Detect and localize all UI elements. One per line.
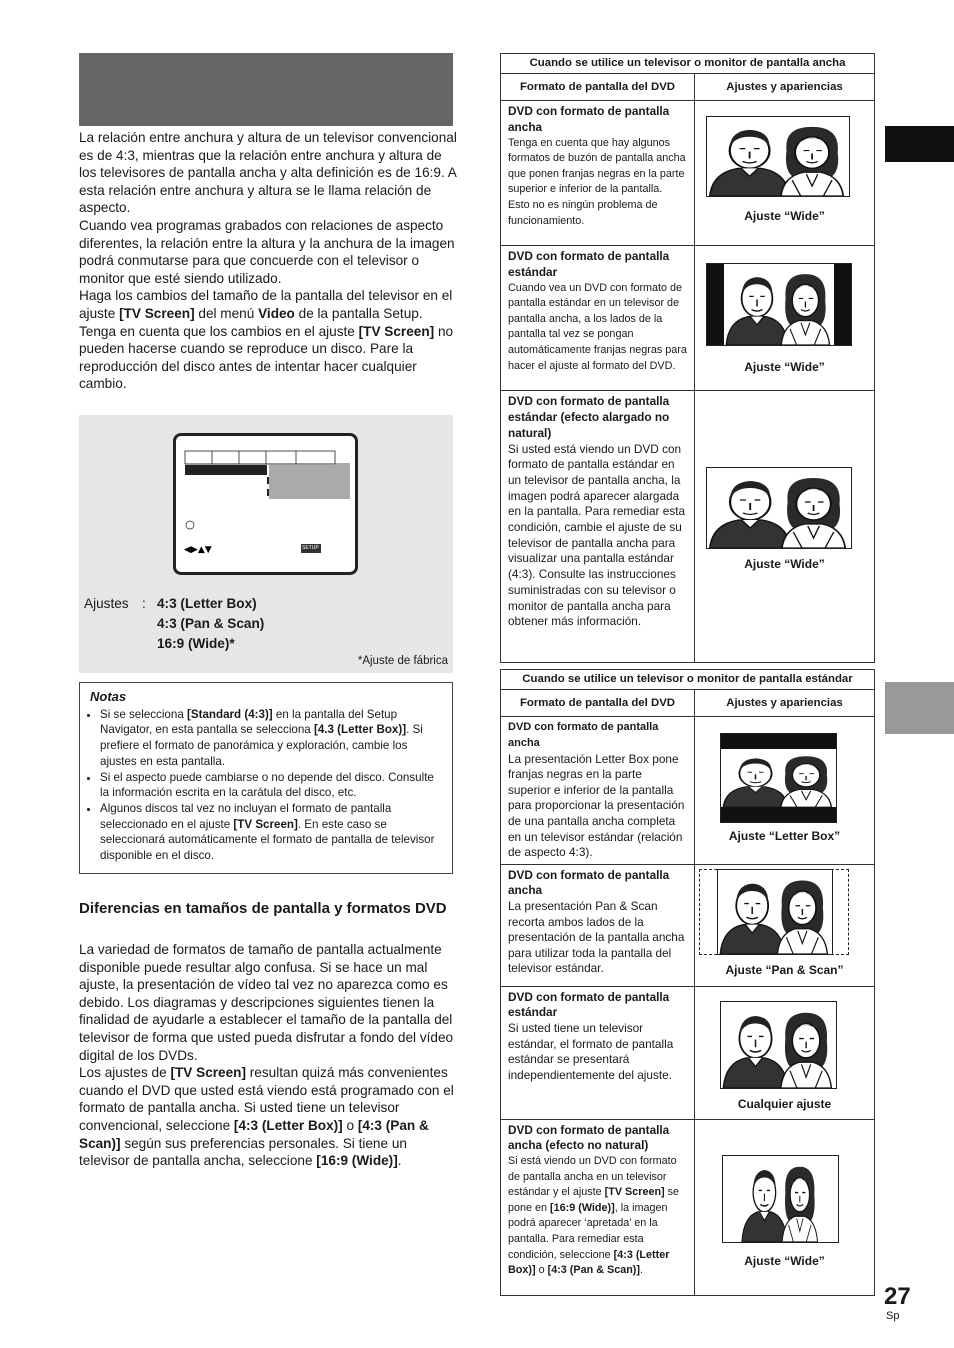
std-row-2-caption: Ajuste “Pan & Scan” xyxy=(725,962,844,977)
wide-row-3-visual xyxy=(695,391,875,663)
notes-title: Notas xyxy=(90,689,127,704)
wide-tv-picture-1 xyxy=(706,116,850,197)
page-language: Sp xyxy=(886,1310,900,1322)
wide-row-1-visual xyxy=(695,101,875,246)
wide-row-2-desc: DVD con formato de pantalla estándar Cuando vea un DVD con formato de pantalla estándar en un televisor de pantalla ancha, a los lados de la pantalla tal vez se pongan automáticamente franjas negras para hacer el ajuste al formato del DVD. xyxy=(501,246,695,391)
standard-tv-table xyxy=(500,669,875,1296)
section-text xyxy=(79,941,457,1170)
wide-row-1-desc: DVD con formato de pantalla ancha Tenga en cuenta que hay algunos formatos de buzón de pantalla ancha que ponen franjas negras en la parte superior e inferior de la pantalla. Esto no es ningún problema de funcionamiento. xyxy=(501,101,695,246)
factory-setting-note: *Ajuste de fábrica xyxy=(357,655,448,667)
squeezed-picture xyxy=(722,1155,839,1243)
wide-col-settings: Ajustes y apariencias xyxy=(695,73,875,101)
std-row-4-visual xyxy=(695,1119,875,1295)
settings-colon: : xyxy=(142,596,146,611)
std-row-1-visual xyxy=(695,717,875,864)
letterbox-picture xyxy=(720,733,837,823)
section-paragraph-2: Los ajustes de [TV Screen] resultan quizá más convenientes cuando el DVD que usted está viendo está programado con el formato de pantalla ancha. Si usted tiene un televisor convencional, seleccione [4:3 (Letter Box)] o [4:3 (Pan & Scan)] según sus preferencias personales. Si tiene un televisor de pantalla ancha, seleccione [16:9 (Wide)]. xyxy=(79,1065,454,1169)
note-item: • Algunos discos tal vez no incluyan el formato de pantalla seleccionado en el ajuste [TV Screen]. En este caso se seleccionará automáticamente el formato de pantalla de televisor disponible en el disco. xyxy=(100,801,442,864)
std-row-3-visual xyxy=(695,986,875,1119)
wide-row-3-desc: DVD con formato de pantalla estándar (efecto alargado no natural) Si usted está viendo un DVD con formato de pantalla estándar en un televisor de pantalla ancha, la imagen podrá aparecer alargada en la pantalla. Para remediar esta condición, cambie el ajuste de su televisor de pantalla ancha para visualizar una pantalla estándar (4:3). Consulte las instrucciones suministradas con su televisor o monitor de pantalla ancha para obtener más información. xyxy=(501,391,695,663)
std-row-2-visual xyxy=(695,864,875,986)
section-paragraph-1: La variedad de formatos de tamaño de pantalla actualmente disponible puede resultar algo confusa. Si se hace un mal ajuste, la presentación de vídeo tal vez no aparezca como es debido. Los diagramas y descripciones siguientes tienen la finalidad de ayudarle a establecer el tamaño de la pantalla del televisor de forma que usted pueda disfrutar a fondo del vídeo digital de los DVDs. xyxy=(79,942,454,1063)
std-row-1-desc: DVD con formato de pantalla ancha La presentación Letter Box pone franjas negras en la parte superior e inferior de la pantalla para proporcionar la presentación de una pantalla ancha completa en un televisor estándar (relación de aspecto 4:3). xyxy=(501,717,695,864)
setup-badge: SETUP xyxy=(302,545,319,551)
std-row-4-caption: Ajuste “Wide” xyxy=(744,1253,825,1268)
std-row-1-caption: Ajuste “Letter Box” xyxy=(728,829,841,844)
std-col-format: Formato de pantalla del DVD xyxy=(501,689,695,717)
std-row-4-desc: DVD con formato de pantalla ancha (efecto no natural) Si está viendo un DVD con formato de pantalla ancha en un televisor estándar y el ajuste [TV Screen] se pone en [16:9 (Wide)], la imagen podrá aparecer ‘apretada’ en la pantalla. Para remediar esta condición, seleccione [4:3 (Letter Box)] o [4:3 (Pan & Scan)]. xyxy=(501,1119,695,1295)
page-number: 27 xyxy=(884,1283,911,1310)
wide-row-3-caption: Ajuste “Wide” xyxy=(744,557,825,572)
wide-table-title: Cuando se utilice un televisor o monitor de pantalla ancha xyxy=(501,54,875,74)
note-item: • Si se selecciona [Standard (4:3)] en la pantalla del Setup Navigator, en esta pantalla se selecciona [4.3 (Letter Box)]. Si prefiere el formato de panorámica y exploración, cambie los ajustes en esta pantalla. xyxy=(100,707,442,770)
std-row-2-desc: DVD con formato de pantalla ancha La presentación Pan & Scan recorta ambos lados de la presentación de la pantalla ancha para utilizar toda la pantalla del televisor estándar. xyxy=(501,864,695,986)
std-table-title: Cuando se utilice un televisor o monitor de pantalla estándar xyxy=(501,670,875,690)
wide-col-format: Formato de pantalla del DVD xyxy=(501,73,695,101)
standard-picture xyxy=(720,1001,837,1089)
setup-menu-screen xyxy=(173,433,358,575)
settings-label: Ajustes xyxy=(84,596,129,611)
chapter-tab-gray xyxy=(885,682,954,734)
std-row-3-desc: DVD con formato de pantalla estándar Si usted tiene un televisor estándar, el formato de pantalla estándar se presentará independientemente del ajuste. xyxy=(501,986,695,1119)
wide-row-2-visual xyxy=(695,246,875,391)
notes-list xyxy=(90,707,442,864)
wide-tv-table xyxy=(500,53,875,663)
std-col-settings: Ajustes y apariencias xyxy=(695,689,875,717)
settings-option-2: 4:3 (Pan & Scan) xyxy=(157,616,265,631)
settings-option-3: 16:9 (Wide)* xyxy=(157,636,235,651)
wide-tv-picture-3 xyxy=(706,467,852,549)
setup-menu-illustration xyxy=(176,436,355,572)
intro-text xyxy=(79,129,457,393)
wide-row-2-caption: Ajuste “Wide” xyxy=(744,360,825,375)
svg-text:◀▶▲▼: ◀▶▲▼ xyxy=(184,545,212,555)
chapter-tab-dark xyxy=(885,126,954,162)
notes-box xyxy=(79,682,453,874)
pan-scan-picture xyxy=(717,869,833,955)
intro-paragraph-2: Cuando vea programas grabados con relaciones de aspecto diferentes, la relación entre la altura y la anchura de la imagen podrá conmutarse para que concuerde con el televisor o monitor que esté siendo utilizado. xyxy=(79,217,455,286)
std-row-3-caption: Cualquier ajuste xyxy=(737,1096,832,1111)
wide-tv-picture-2 xyxy=(706,263,852,346)
section-heading: Diferencias en tamaños de pantalla y formatos DVD xyxy=(79,900,447,917)
settings-option-1: 4:3 (Letter Box) xyxy=(157,596,257,611)
section-header-bar xyxy=(79,53,453,126)
note-item: • Si el aspecto puede cambiarse o no depende del disco. Consulte la información escrita en la carátula del disco, etc. xyxy=(100,770,442,801)
intro-paragraph-3: Haga los cambios del tamaño de la pantalla del televisor en el ajuste [TV Screen] del menú Video de la pantalla Setup. Tenga en cuenta que los cambios en el ajuste [TV Screen] no pueden hacerse cuando se reproduce un disco. Pare la reproducción del disco antes de intentar hacer cualquier cambio. xyxy=(79,288,454,392)
intro-paragraph-1: La relación entre anchura y altura de un televisor convencional es de 4:3, mientras que la relación entre anchura y altura de los televisores de pantalla ancha y alta definición es de 16:9. A esta relación entre anchura y altura se le llama relación de aspecto. xyxy=(79,130,457,216)
wide-row-1-caption: Ajuste “Wide” xyxy=(744,209,825,224)
